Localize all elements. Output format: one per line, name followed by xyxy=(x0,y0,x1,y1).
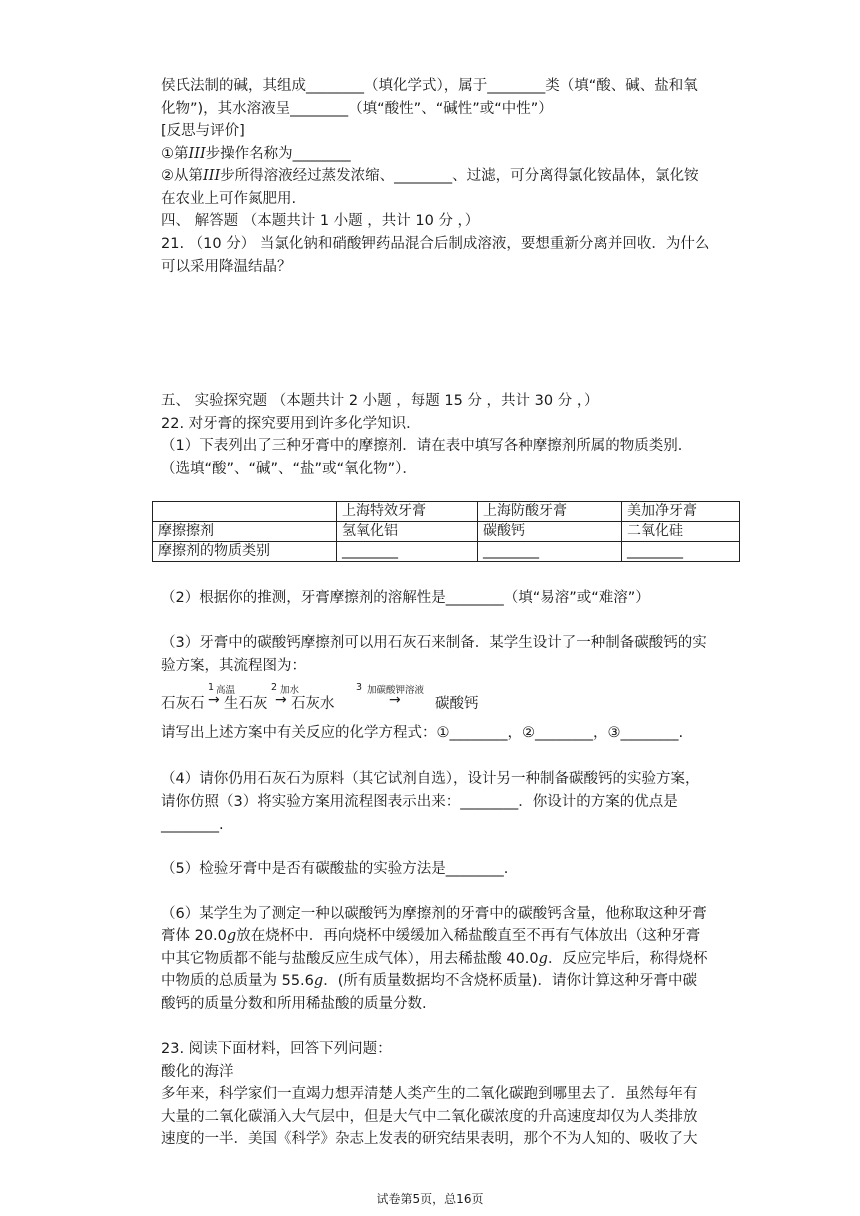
arrow-icon: → xyxy=(208,692,220,708)
flow-substance: 石灰石 xyxy=(161,696,205,712)
section-heading: 四、 解答题 （本题共计 1 小题 ，共计 10 分 ，） xyxy=(161,213,480,229)
text-line: （选填“酸”、“碱”、“盐”或“氧化物”）． xyxy=(161,461,417,477)
text-line: 验方案，其流程图为： xyxy=(161,658,306,674)
text-line: （2）根据你的推测，牙膏摩擦剂的溶解性是________（填“易溶”或“难溶”） xyxy=(161,590,650,606)
table-cell: 上海特效牙膏 xyxy=(337,502,478,522)
flow-substance: 生石灰 xyxy=(224,696,268,712)
text-line: （4）请你仍用石灰石为原料（其它试剂自选），设计另一种制备碳酸钙的实验方案， xyxy=(161,771,700,787)
text-line: 膏体 20.0g放在烧杯中．再向烧杯中缓缓加入稀盐酸直至不再有气体放出（这种牙膏 xyxy=(161,928,701,944)
question-23: 23. 阅读下面材料，回答下列问题： xyxy=(161,1041,392,1057)
table-cell xyxy=(153,502,337,522)
flow-step-number: 3 xyxy=(356,682,363,693)
section-heading: [反思与评价] xyxy=(161,123,245,139)
table-cell: ________ xyxy=(622,542,740,562)
flow-substance: 石灰水 xyxy=(291,696,335,712)
text-line: （6）某学生为了测定一种以碳酸钙为摩擦剂的牙膏中的碳酸钙含量，他称取这种牙膏 xyxy=(161,906,707,922)
table-cell: ________ xyxy=(478,542,622,562)
page-footer: 试卷第5页，总16页 xyxy=(376,1192,484,1206)
text-line: （1）下表列出了三种牙膏中的摩擦剂．请在表中填写各种摩擦剂所属的物质类别． xyxy=(161,438,693,454)
text-line: ①第III步操作名称为________ xyxy=(161,146,351,162)
table-cell: 二氧化硅 xyxy=(622,522,740,542)
article-title: 酸化的海洋 xyxy=(161,1064,234,1080)
flow-condition: 加水 xyxy=(280,685,300,696)
table-cell: 摩擦剂的物质类别 xyxy=(153,542,337,562)
text-line: 化物”)，其水溶液呈________（填“酸性”、“碱性”或“中性”） xyxy=(161,101,553,117)
table-cell: 美加净牙膏 xyxy=(622,502,740,522)
text-line: ________. xyxy=(161,817,224,833)
section-heading: 五、 实验探究题 （本题共计 2 小题 ，每题 15 分 ，共计 30 分 ，） xyxy=(161,393,599,409)
question-22: 22. 对牙膏的探究要用到许多化学知识． xyxy=(161,416,421,432)
text-line: 可以采用降温结晶？ xyxy=(161,259,292,275)
text-line: ②从第III步所得溶液经过蒸发浓缩、________、过滤，可分离得氯化铵晶体，氯化铵 xyxy=(161,168,699,184)
text-line: 速度的一半．美国《科学》杂志上发表的研究结果表明，那个不为人知的、吸收了大 xyxy=(161,1131,698,1147)
arrow-icon: → xyxy=(275,692,287,708)
table-cell: 氢氧化铝 xyxy=(337,522,478,542)
flow-condition: 加碳酸钾溶液 xyxy=(367,685,425,696)
table-row xyxy=(153,502,740,522)
table-row xyxy=(153,542,740,562)
text-line: （5）检验牙膏中是否有碳酸盐的实验方法是________. xyxy=(161,861,509,877)
text-line: 在农业上可作氮肥用. xyxy=(161,191,297,207)
table-cell: 摩擦擦剂 xyxy=(153,522,337,542)
table-cell: 碳酸钙 xyxy=(478,522,622,542)
arrow-icon: → xyxy=(389,692,401,708)
question-21: 21. （10 分） 当氯化钠和硝酸钾药品混合后制成溶液，要想重新分离并回收．为什么 xyxy=(161,236,710,252)
text-line: 请写出上述方案中有关反应的化学方程式：①________，②________，③________. xyxy=(161,725,684,741)
table-cell: 上海防酸牙膏 xyxy=(478,502,622,522)
text-line: 大量的二氧化碳涌入大气层中，但是大气中二氧化碳浓度的升高速度却仅为人类排放 xyxy=(161,1109,698,1125)
friction-table xyxy=(152,501,740,562)
text-line: （3）牙膏中的碳酸钙摩擦剂可以用石灰石来制备．某学生设计了一种制备碳酸钙的实 xyxy=(161,635,707,651)
flow-condition: 高温 xyxy=(216,685,236,696)
text-line: 侯氏法制的碱，其组成________（填化学式），属于________类（填“酸、碱、盐和氧 xyxy=(161,78,698,94)
flow-step-number: 1 xyxy=(208,682,215,693)
text-line: 请你仿照（3）将实验方案用流程图表示出来：________．你设计的方案的优点是 xyxy=(161,794,678,810)
text-line: 中物质的总质量为 55.6g．(所有质量数据均不含烧杯质量)．请你计算这种牙膏中碳 xyxy=(161,973,698,989)
text-line: 中其它物质都不能与盐酸反应生成气体），用去稀盐酸 40.0g．反应完毕后，称得烧杯 xyxy=(161,951,708,967)
text-line: 酸钙的质量分数和所用稀盐酸的质量分数. xyxy=(161,996,427,1012)
flow-substance: 碳酸钙 xyxy=(435,696,479,712)
flow-step-number: 2 xyxy=(271,682,278,693)
text-line: 多年来，科学家们一直竭力想弄清楚人类产生的二氧化碳跑到哪里去了．虽然每年有 xyxy=(161,1086,698,1102)
table-cell: ________ xyxy=(337,542,478,562)
table-row xyxy=(153,522,740,542)
